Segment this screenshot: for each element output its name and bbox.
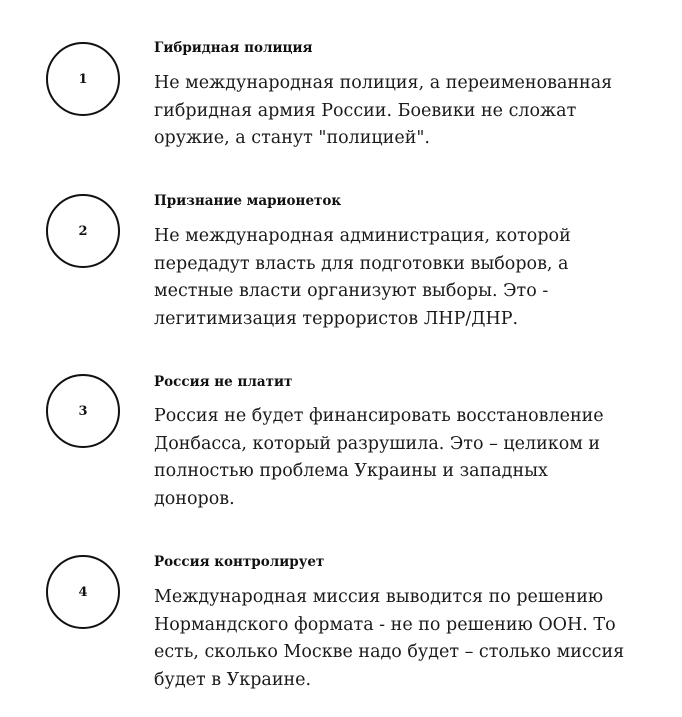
item-text-line: Не международная администрация, которой (154, 226, 571, 246)
item-text-line: есть, сколько Москве надо будет – столько миссия (154, 642, 625, 662)
item-title: Россия контролирует (154, 554, 325, 570)
item-text-line: оружие, а станут "полицией". (154, 128, 430, 148)
item-text-line: Донбасса, который разрушила. Это – целиком и (154, 433, 601, 454)
item-text (154, 223, 634, 333)
item-number: 2 (78, 223, 88, 239)
item-text-line: передадут власть для подготовки выборов, а (154, 253, 569, 274)
item-text (154, 584, 634, 694)
item-text-line: Нормандского формата - не по решению ООН. То (154, 614, 616, 635)
item-text-line: будет в Украине. (154, 669, 312, 690)
item-text-line: Не международная полиция, а переименованная (154, 73, 613, 93)
item-text-line: гибридная армия России. Боевики не сложат (154, 100, 577, 121)
item-title: Признание марионеток (154, 193, 342, 209)
item-text-line: легитимизация террористов ЛНР/ДНР. (154, 308, 519, 329)
number-badge (46, 555, 120, 629)
item-text-line: местные власти организуют выборы. Это - (154, 281, 549, 301)
item-text-line: доноров. (154, 488, 235, 509)
item-number: 4 (78, 584, 88, 600)
item-text-line: Россия не будет финансировать восстановление (154, 406, 604, 426)
item-title: Гибридная полиция (154, 40, 313, 56)
item-text-line: Международная миссия выводится по решению (154, 587, 604, 607)
number-badge (46, 194, 120, 268)
item-text (154, 70, 634, 153)
item-number: 3 (78, 403, 88, 419)
item-title: Россия не платит (154, 374, 293, 390)
item-text (154, 403, 634, 513)
item-text-line: полностью проблема Украины и западных (154, 461, 548, 481)
number-badge (46, 42, 120, 116)
number-badge (46, 374, 120, 448)
item-number: 1 (78, 71, 88, 87)
